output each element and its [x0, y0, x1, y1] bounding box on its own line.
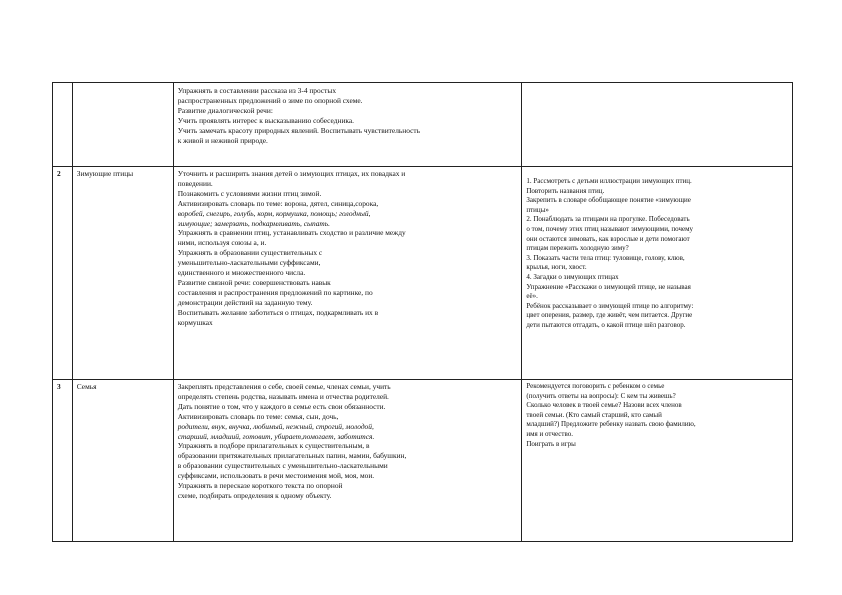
recommend-line: Ребёнок рассказывает о зимующей птице по алгоритму: [526, 301, 694, 310]
row-topic [72, 83, 173, 167]
content-line: Упражнять в подборе прилагательных к существительным, в [177, 441, 370, 451]
content-line: Уточнить и расширить знания детей о зимующих птицах, их повадках и [177, 169, 406, 178]
content-line: схеме, подбирать определения к одному объекту. [177, 490, 332, 500]
content-line: родители, внук, внучка, любимый, нежный, строгий, молодой, [177, 421, 374, 431]
recommend-line: они остаются зимовать, как взрослые и дети помогают [526, 234, 690, 243]
recommend-line: цвет оперения, размер, где живёт, чем питается. Другие [526, 311, 693, 320]
recommend-line: имя и отчество. [526, 429, 573, 438]
content-line: единственного и множественного числа. [177, 268, 306, 278]
content-line: в образовании существительных с уменьшительно-ласкательными [177, 461, 388, 471]
recommend-line: её». [526, 292, 538, 301]
recommend-line: Повторить названия птиц. [526, 186, 605, 195]
row-recommendations [522, 83, 793, 167]
content-line: Развитие связной речи: совершенствовать навык [177, 277, 331, 287]
content-line: кормушках [177, 317, 213, 327]
content-line: демонстрации действий на заданную тему. [177, 297, 313, 307]
content-line: Дать понятие о том, что у каждого в семье есть свои обязанности. [177, 401, 386, 411]
content-line: поведении. [177, 178, 213, 188]
recommend-line: о том, почему этих птиц называют зимующими, почему [526, 224, 694, 233]
content-line: определять степень родства, называть имена и отчества родителей. [177, 391, 389, 401]
recommend-line: младший?) Предложите ребенку назвать свою фамилию, [526, 420, 696, 429]
content-line: ними, используя союзы а, и. [177, 238, 267, 248]
recommend-line: Закрепить в словаре обобщающее понятие «зимующие [526, 196, 691, 205]
row-topic: Семья [72, 380, 173, 542]
row-content [173, 380, 522, 542]
table-row [53, 167, 793, 380]
content-line: к живой и неживой природе. [177, 135, 268, 145]
row-number: 2 [53, 167, 73, 380]
table-row [53, 380, 793, 542]
recommend-line: Поиграть в игры [526, 439, 576, 448]
content-line: Упражнять в составлении рассказа из 3-4 простых [177, 86, 337, 95]
content-line: Активизировать словарь по теме: ворона, дятел, синица,сорока, [177, 198, 379, 208]
content-line: Познакомить с условиями жизни птиц зимой. [177, 188, 322, 198]
row-topic: Зимующие птицы [72, 167, 173, 380]
content-line: уменьшительно-ласкательными суффиксами, [177, 258, 321, 268]
recommend-line: птицы» [526, 205, 549, 214]
content-line: Учить замечать красоту природных явлений. Воспитывать чувствительность [177, 125, 420, 135]
table-row [53, 83, 793, 167]
recommend-line: Рекомендуется поговорить с ребенком о семье [526, 382, 665, 390]
content-line: старший, младший, готовит, убирает,помогает, заботится. [177, 431, 375, 441]
content-line: образовании притяжательных прилагательных папин, мамин, бабушкин, [177, 451, 407, 461]
row-content [173, 167, 522, 380]
recommend-line: крылья, ноги, хвост. [526, 263, 587, 272]
row-number [53, 83, 73, 167]
content-line: воробей, снегирь, голубь, корм, кормушка, помощь; голодный, [177, 208, 371, 218]
row-number: 3 [53, 380, 73, 542]
recommend-line: Упражнение «Расскажи о зимующей птице, не называя [526, 282, 691, 291]
recommend-line: дети пытаются отгадать, о какой птице шёл разговор. [526, 320, 686, 329]
recommend-line: 4. Загадки о зимующих птицах [526, 272, 619, 281]
row-recommendations [522, 380, 793, 542]
content-line: Упражнять в образовании существительных с [177, 248, 323, 258]
content-line: составления и распространения предложений по картинке, по [177, 287, 373, 297]
content-line: зимующие; замерзать, подкармливать, сыпать. [177, 218, 330, 228]
recommend-line: 3. Показать части тела птиц: туловище, голову, клюв, [526, 253, 685, 262]
recommend-line: твоей семьи. (Кто самый старший, кто самый [526, 410, 662, 419]
content-line: Активизировать словарь по теме: семья, сын, дочь, [177, 411, 339, 421]
recommend-line: Сколько человек в твоей семье? Назови всех членов [526, 401, 682, 410]
row-recommendations [522, 167, 793, 380]
content-line: суффиксами, использовать в речи местоимения мой, моя, мои. [177, 471, 375, 481]
recommend-line: 1. Рассмотреть с детьми иллюстрации зимующих птиц. [526, 177, 692, 185]
content-line: распространенных предложений о зиме по опорной схеме. [177, 95, 363, 105]
content-line: Воспитывать желание заботиться о птицах, подкармливать их в [177, 307, 379, 317]
recommend-line: 2. Понаблюдать за птицами на прогулке. Побеседовать [526, 215, 690, 224]
content-line: Учить проявлять интерес к высказыванию собеседника. [177, 115, 355, 125]
row-content [173, 83, 522, 167]
content-line: Развитие диалогической речи: [177, 105, 273, 115]
recommend-line: (получить ответы на вопросы): С кем ты живешь? [526, 391, 676, 400]
content-line: Закреплять представления о себе, своей семье, членах семьи, учить [177, 382, 391, 391]
recommend-line: птицам пережить холодную зиму? [526, 244, 629, 253]
content-line: Упражнять в сравнении птиц, устанавливать сходство и различие между [177, 228, 406, 238]
lesson-plan-table [52, 82, 793, 542]
content-line: Упражнять в пересказе короткого текста по опорной [177, 481, 343, 491]
